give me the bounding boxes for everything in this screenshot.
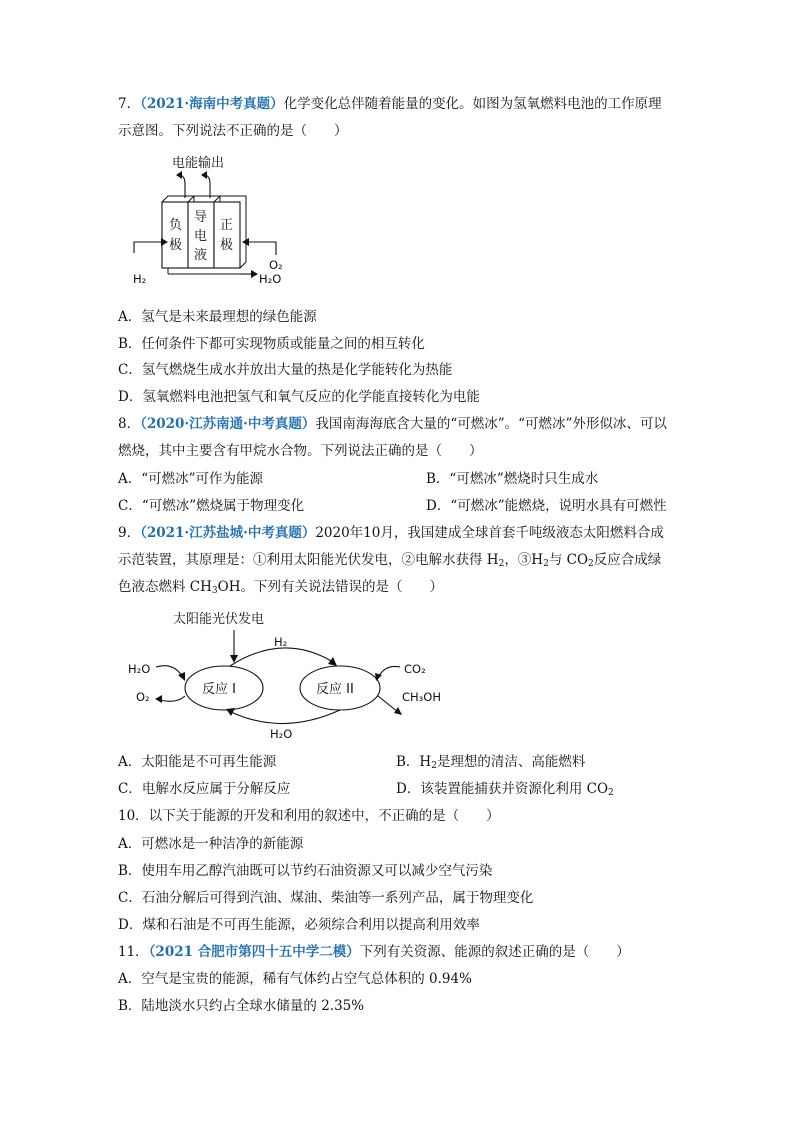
- q8-stem-text1: 我国南海海底含大量的“可燃冰”。“可燃冰”外形似冰、可以: [315, 416, 667, 432]
- q10-option-c: C．石油分解后可得到汽油、煤油、柴油等一系列产品，属于物理变化: [118, 890, 534, 906]
- q8-stem-line2: 燃烧，其中主要含有甲烷水合物。下列说法正确的是（ ）: [118, 443, 483, 459]
- q7-stem-text1: 化学变化总伴随着能量的变化。如图为氢氧燃料电池的工作原理: [283, 96, 662, 112]
- mid-char2: 电: [194, 229, 208, 244]
- output-label: 电能输出: [172, 156, 225, 171]
- q9-sub-h2b: 2: [543, 559, 549, 569]
- q9-stem-line2: [118, 550, 661, 570]
- q9-option-d-sub: 2: [608, 788, 614, 798]
- q9-option-b: [396, 752, 585, 772]
- q8-options-row1: [118, 469, 263, 489]
- q11-option-b: B．陆地淡水只约占全球水储量的 2.35%: [118, 998, 365, 1014]
- q9-option-d-part1: D．该装置能捕获并资源化利用 CO: [396, 781, 609, 797]
- q9-option-a: A．太阳能是不可再生能源: [118, 754, 277, 770]
- q10-option-b: B．使用车用乙醇汽油既可以节约石油资源又可以减少空气污染: [118, 863, 493, 879]
- q9-sub-co2: 2: [588, 559, 594, 569]
- q9-stem3b: OH。下列有关说法错误的是（ ）: [217, 579, 443, 595]
- h2o-flow-arrowhead: [226, 708, 235, 716]
- q11-number: 11．: [118, 944, 149, 960]
- o2-out-label: O₂: [136, 690, 150, 704]
- q8-stem-line1: [118, 414, 667, 434]
- q8-option-c: C．“可燃冰”燃烧属于物理变化: [118, 498, 305, 514]
- q9-sub-ch3: 3: [211, 586, 218, 596]
- q7-number: 7．: [118, 96, 141, 112]
- o2-input-line: [246, 242, 276, 255]
- q10-stem: 10．以下关于能源的开发和利用的叙述中，不正确的是（ ）: [118, 808, 500, 824]
- q7-stem-line2: 示意图。下列说法不正确的是（ ）: [118, 123, 348, 139]
- q9-stem3a: 色液态燃料 CH: [118, 579, 212, 595]
- h2-flow-arrowhead: [328, 657, 337, 666]
- ch3oh-out-arrow: [378, 696, 398, 712]
- h2o-flow-label: H₂O: [270, 727, 293, 741]
- neg-char1: 负: [169, 218, 183, 233]
- q9-stem2b: ，③H: [504, 552, 544, 568]
- o2-input-label: O₂: [269, 258, 283, 272]
- output-arrow-right: [205, 175, 210, 198]
- o2-out-arrowhead: [155, 695, 162, 703]
- q9-number: 9．: [118, 525, 141, 541]
- q7-option-d: D．氢氧燃料电池把氢气和氧气反应的化学能直接转化为电能: [118, 389, 480, 405]
- q9-stem2a: 示范装置，其原理是：①利用太阳能光伏发电，②电解水获得 H: [118, 552, 499, 568]
- h2o-in-arrow: [156, 666, 182, 676]
- q9-option-b-part2: 是理想的清洁、高能燃料: [436, 754, 586, 770]
- h2-flow-label: H₂: [274, 635, 288, 649]
- q11-stem-text: 下列有关资源、能源的叙述正确的是（ ）: [359, 944, 630, 960]
- h2o-in-arrowhead: [178, 672, 185, 681]
- q11-option-a: A．空气是宝贵的能源，稀有气体约占空气总体积的 0.94%: [118, 971, 472, 987]
- q9-option-d: [396, 779, 614, 799]
- mid-char1: 导: [194, 210, 208, 225]
- h2-input-label: H₂: [133, 272, 147, 286]
- h2-flow-arrow: [230, 648, 333, 666]
- h2o-output-label: H₂O: [259, 272, 282, 286]
- q11-source: （2021 合肥市第四十五中学二模）: [148, 944, 360, 960]
- o2-out-arrow: [160, 696, 185, 701]
- mid-char3: 液: [194, 248, 208, 263]
- positive-electrode: [214, 202, 240, 268]
- negative-electrode: [162, 202, 188, 268]
- fuel-cell-diagram: [128, 150, 308, 290]
- co2-in-label: CO₂: [404, 662, 426, 676]
- output-arrowhead-right: [201, 171, 207, 179]
- q7-option-b: B．任何条件下都可实现物质或能量之间的相互转化: [118, 336, 425, 352]
- q9-stem-line3: [118, 577, 443, 597]
- q8-option-a: A．“可燃冰”可作为能源: [118, 471, 264, 487]
- output-arrowhead-left: [176, 171, 182, 179]
- co2-in-arrowhead: [375, 673, 382, 681]
- q8-number: 8．: [118, 416, 141, 432]
- q10-option-a: A．可燃冰是一种洁净的新能源: [118, 836, 304, 852]
- h2-input-line: [134, 242, 164, 253]
- q9-stem-text1: 2020年10月，我国建成全球首套千吨级液态太阳燃料合成: [315, 525, 664, 541]
- pos-char2: 极: [220, 238, 234, 253]
- q9-sub-h2: 2: [498, 559, 505, 569]
- output-arrow-left: [180, 175, 185, 198]
- solar-fuel-diagram: [118, 604, 478, 746]
- h2o-in-label: H₂O: [128, 662, 151, 676]
- neg-char2: 极: [169, 238, 183, 253]
- q11-stem-line1: [118, 942, 630, 962]
- q9-stem2c: 与 CO: [548, 552, 589, 568]
- h2o-flow-arrow: [231, 710, 340, 724]
- q7-stem-line1: [118, 94, 662, 114]
- solar-label: 太阳能光伏发电: [173, 612, 265, 627]
- q7-option-a: A．氢气是未来最理想的绿色能源: [118, 309, 317, 325]
- pos-char1: 正: [220, 218, 234, 233]
- q10-option-d: D．煤和石油是不可再生能源，必须综合利用以提高利用效率: [118, 917, 480, 933]
- co2-in-arrow: [379, 666, 400, 676]
- ch3oh-out-arrowhead: [394, 707, 402, 715]
- q8-option-b: B．“可燃冰”燃烧时只生成水: [426, 471, 599, 487]
- reaction-1-label: 反应 I: [202, 682, 236, 697]
- q9-stem-line1: [118, 523, 664, 543]
- q9-stem2d: 反应合成绿: [593, 552, 662, 568]
- q7-option-c: C．氢气燃烧生成水并放出大量的热是化学能转化为热能: [118, 362, 453, 378]
- q8-option-d: D．“可燃冰”能燃烧，说明水具有可燃性: [426, 498, 667, 514]
- q8-source: （2020·江苏南通·中考真题）: [140, 416, 316, 432]
- q9-option-c: C．电解水反应属于分解反应: [118, 781, 291, 797]
- q9-source: （2021·江苏盐城·中考真题）: [140, 525, 316, 541]
- q7-source: （2021·海南中考真题）: [140, 96, 284, 112]
- reaction-2-label: 反应 II: [316, 682, 354, 697]
- h2o-output-arrowhead: [251, 270, 258, 278]
- ch3oh-out-label: CH₃OH: [402, 690, 441, 704]
- q9-option-b-part1: B．H: [396, 754, 432, 770]
- q9-option-b-sub: 2: [431, 761, 437, 771]
